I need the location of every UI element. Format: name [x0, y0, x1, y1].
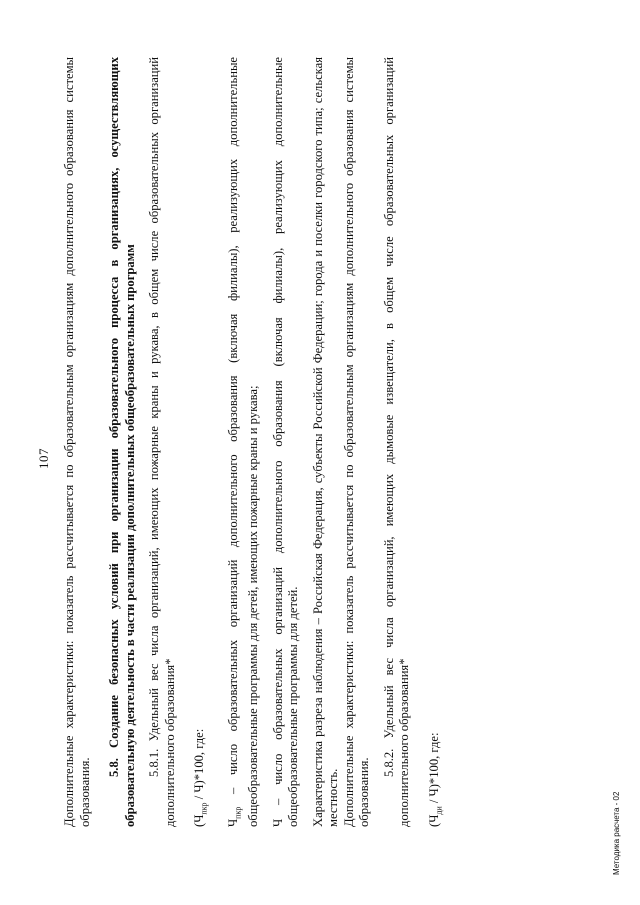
paragraph-5-8-2: 5.8.2. Удельный вес числа организаций, имеющих дымовые извещатели, в общем числе образовательных организаций дополнительного образования* [381, 57, 412, 827]
formula-2-main: (Ч [426, 814, 441, 827]
definition-2: Ч – число образовательных организаций дополнительного образования (включая филиалы), реализующих дополнительные общеобразовательные программы для детей. [270, 57, 301, 827]
document-body [62, 57, 447, 827]
formula-1 [192, 57, 212, 827]
definition-1-sub: пкр [233, 806, 243, 819]
paragraph-intro: Дополнительные характеристики: показатель рассчитывается по образовательным организациям дополнительного образования системы образования. [62, 57, 92, 827]
definition-1 [226, 57, 262, 827]
page-number: 107 [36, 448, 51, 469]
section-heading: 5.8. Создание безопасных условий при организации образовательного процесса в организациях, осуществляющих образовательную деятельность в части реализации дополнительных общеобразовательных программ [107, 57, 137, 827]
formula-2-sub: ди [434, 806, 444, 815]
paragraph-5-8-1: 5.8.1. Удельный вес числа организаций, имеющих пожарные краны и рукава, в общем числе образовательных организаций дополнительного образования* [147, 57, 177, 827]
definition-1-text: – число образовательных организаций дополнительного образования (включая филиалы), реализующих дополнительные общеобразовательные программы для детей, имеющих пожарные краны и рукава; [226, 57, 261, 827]
paragraph-additional: Дополнительные характеристики: показатель рассчитывается по образовательным организациям дополнительного образования системы образования. [341, 57, 372, 827]
formula-2-rest: / Ч)*100, где: [426, 732, 441, 807]
paragraph-slice: Характеристика разреза наблюдения – Российская Федерация, субъекты Российской Федерации; города и поселки городского типа; сельская местность. [310, 57, 341, 827]
formula-1-main: (Ч [192, 814, 206, 827]
formula-1-rest: / Ч)*100, где: [192, 728, 206, 803]
definition-1-symbol: Ч [226, 818, 241, 827]
footer-label: Методика расчета - 02 [612, 791, 621, 875]
formula-1-sub: пкр [199, 802, 209, 815]
formula-2 [427, 57, 447, 827]
